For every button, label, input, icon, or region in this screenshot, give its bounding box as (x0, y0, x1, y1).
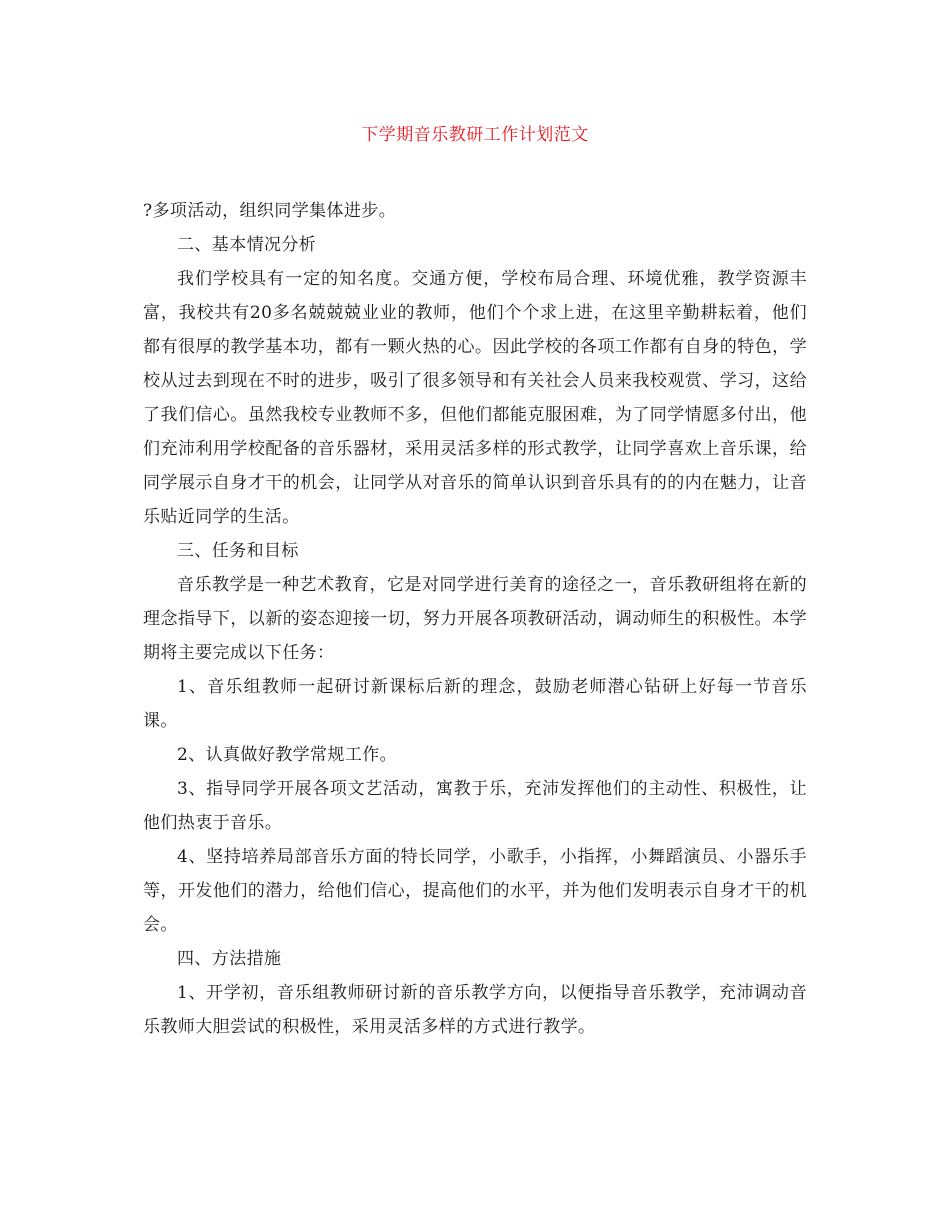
document-title: 下学期音乐教研工作计划范文 (361, 125, 589, 145)
section-heading-methods: 四、方法措施 (177, 949, 282, 969)
paragraph-basic-situation: 我们学校具有一定的知名度。交通方便，学校布局合理、环境优雅，教学资源丰富，我校共有20多名兢兢兢业业的教师，他们个个求上进，在这里辛勤耕耘着，他们都有很厚的教学基本功，都有一颗火热的心。因此学校的各项工作都有自身的特色，学校从过去到现在不时的进步，吸引了很多领导和有关社会人员来我校观赏、学习，这给了我们信心。虽然我校专业教师不多，但他们都能克服困难，为了同学情愿多付出，他们充沛利用学校配备的音乐器材，采用灵活多样的形式教学，让同学喜欢上音乐课，给同学展示自身才干的机会，让同学从对音乐的简单认识到音乐具有的的内在魅力，让音乐贴近同学的生活。 (143, 269, 807, 527)
document-body (143, 194, 807, 1044)
list-item-task-4: 4、坚持培养局部音乐方面的特长同学，小歌手，小指挥，小舞蹈演员、小器乐手等，开发他们的潜力，给他们信心，提高他们的水平，并为他们发明表示自身才干的机会。 (143, 847, 807, 935)
paragraph-continuation: ?多项活动，组织同学集体进步。 (143, 201, 397, 221)
paragraph-tasks-intro: 音乐教学是一种艺术教育，它是对同学进行美育的途径之一，音乐教研组将在新的理念指导下，以新的姿态迎接一切，努力开展各项教研活动，调动师生的积极性。本学期将主要完成以下任务： (143, 575, 807, 663)
section-heading-basic-situation: 二、基本情况分析 (177, 235, 317, 255)
list-item-task-2: 2、认真做好教学常规工作。 (177, 745, 398, 765)
list-item-method-1: 1、开学初，音乐组教师研讨新的音乐教学方向，以便指导音乐教学，充沛调动音乐教师大胆尝试的积极性，采用灵活多样的方式进行教学。 (143, 983, 807, 1037)
section-heading-tasks-goals: 三、任务和目标 (177, 541, 299, 561)
list-item-task-1: 1、音乐组教师一起研讨新课标后新的理念，鼓励老师潜心钻研上好每一节音乐课。 (143, 677, 807, 731)
list-item-task-3: 3、指导同学开展各项文艺活动，寓教于乐，充沛发挥他们的主动性、积极性，让他们热衷于音乐。 (143, 779, 807, 833)
